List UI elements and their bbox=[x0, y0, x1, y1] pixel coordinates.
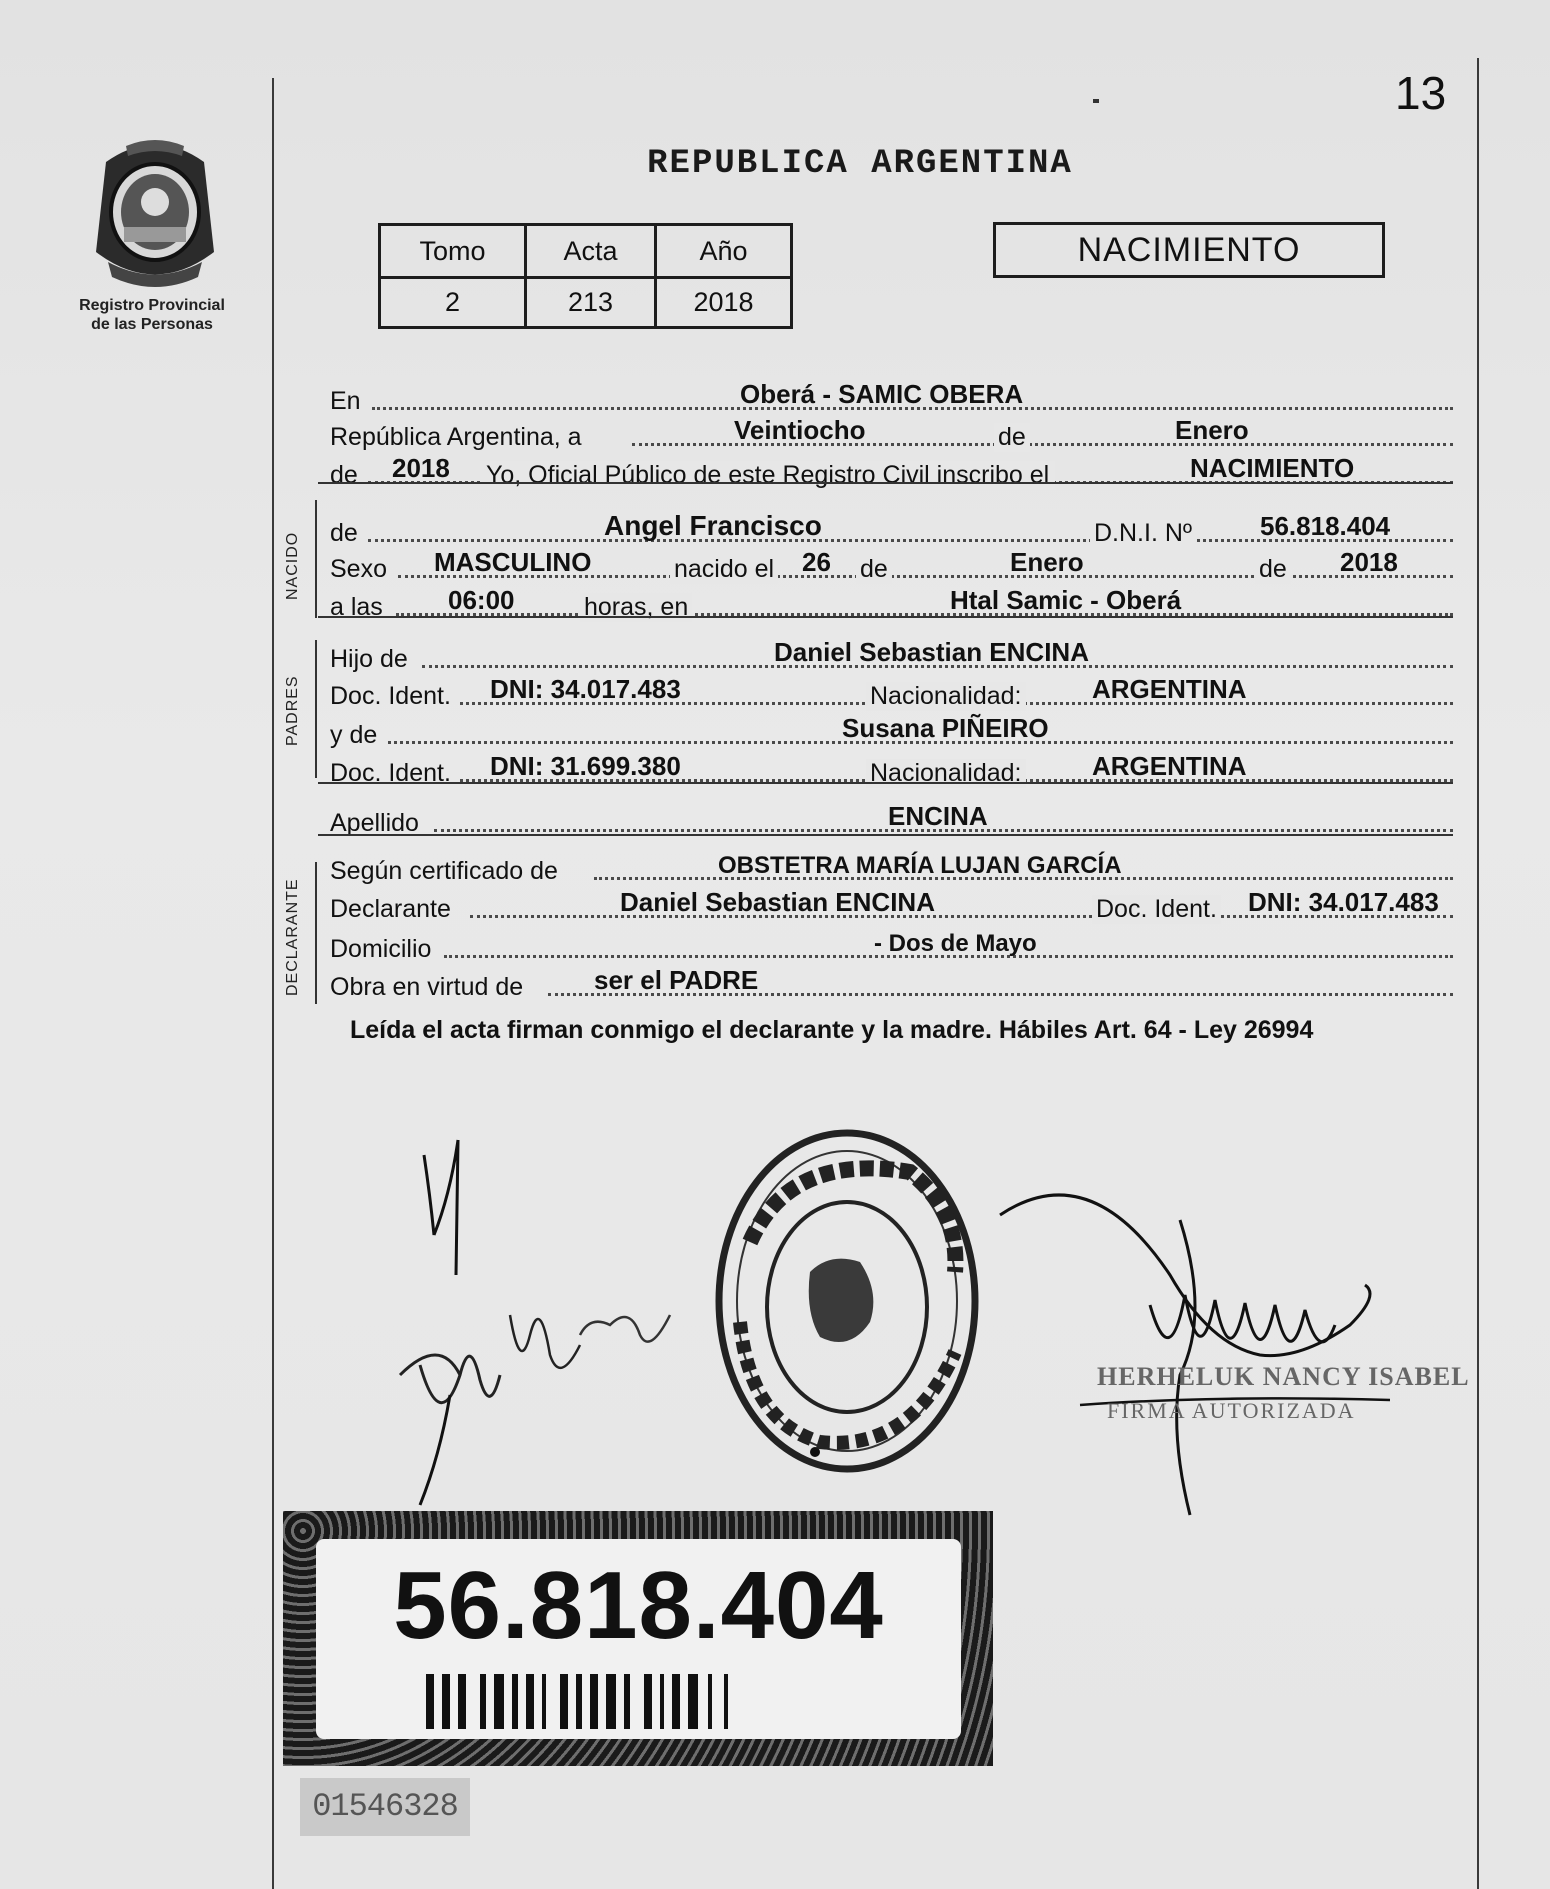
label-de-birth-year: de bbox=[1255, 555, 1291, 584]
row-place bbox=[330, 378, 1453, 418]
registry-caption bbox=[62, 296, 242, 334]
value-anio: 2018 bbox=[656, 278, 792, 328]
barcode-bar bbox=[672, 1674, 680, 1729]
label-sexo: Sexo bbox=[330, 555, 387, 583]
row-sex bbox=[330, 546, 1453, 586]
barcode-bar bbox=[480, 1674, 486, 1729]
label-nacido-el: nacido el bbox=[670, 555, 778, 584]
value-birth-place: Htal Samic - Oberá bbox=[950, 585, 1182, 615]
separator-line bbox=[318, 616, 1453, 618]
value-capacity: ser el PADRE bbox=[594, 965, 759, 995]
header-anio: Año bbox=[656, 225, 792, 278]
separator-line bbox=[318, 782, 1453, 784]
value-father-nat: ARGENTINA bbox=[1092, 674, 1247, 704]
value-mother-doc: DNI: 31.699.380 bbox=[490, 751, 681, 781]
label-y-de: y de bbox=[330, 721, 378, 749]
barcode-bar bbox=[494, 1674, 504, 1729]
dni-sticker bbox=[283, 1511, 993, 1766]
value-acta: 213 bbox=[526, 278, 656, 328]
row-declarant bbox=[330, 886, 1453, 926]
section-label-padres: PADRES bbox=[284, 675, 301, 746]
label-nacionalidad-1: Nacionalidad: bbox=[866, 682, 1026, 711]
value-address: - Dos de Mayo bbox=[874, 930, 1037, 957]
value-tomo: 2 bbox=[380, 278, 526, 328]
barcode-bar bbox=[576, 1674, 582, 1729]
row-time-place bbox=[330, 584, 1453, 624]
label-en: En bbox=[330, 387, 361, 415]
row-mother-doc bbox=[330, 750, 1453, 790]
value-birth-day: 26 bbox=[802, 547, 831, 577]
label-dni: D.N.I. Nº bbox=[1090, 519, 1196, 548]
barcode-bar bbox=[660, 1674, 664, 1729]
barcode-bar bbox=[458, 1674, 466, 1729]
value-day-text: Veintiocho bbox=[734, 415, 866, 445]
barcode-bar bbox=[606, 1674, 616, 1729]
label-apellido: Apellido bbox=[330, 809, 419, 837]
value-father-doc: DNI: 34.017.483 bbox=[490, 674, 681, 704]
barcode-bar bbox=[708, 1674, 712, 1729]
ink-mark bbox=[1093, 99, 1099, 103]
serial-number: 01546328 bbox=[300, 1778, 470, 1836]
label-domicilio: Domicilio bbox=[330, 935, 432, 963]
value-birth-month: Enero bbox=[1010, 547, 1084, 577]
value-birth-year: 2018 bbox=[1340, 547, 1398, 577]
row-address bbox=[330, 926, 1453, 966]
label-doc-ident-declarant: Doc. Ident. bbox=[1092, 895, 1221, 924]
row-date bbox=[330, 414, 1453, 454]
barcode-bar bbox=[560, 1674, 568, 1729]
row-certificate bbox=[330, 848, 1453, 888]
barcode-bar bbox=[512, 1674, 518, 1729]
header-acta: Acta bbox=[526, 225, 656, 278]
left-margin-line bbox=[272, 78, 274, 1889]
header-tomo: Tomo bbox=[380, 225, 526, 278]
registry-caption-line2: de las Personas bbox=[91, 316, 213, 333]
value-mother: Susana PIÑEIRO bbox=[842, 713, 1049, 743]
row-father bbox=[330, 636, 1453, 676]
authorized-name: HERHELUK NANCY ISABEL bbox=[1097, 1362, 1470, 1391]
value-certificate: OBSTETRA MARÍA LUJAN GARCÍA bbox=[718, 852, 1122, 879]
provincial-seal-logo bbox=[86, 132, 224, 292]
value-time: 06:00 bbox=[448, 585, 515, 615]
record-table bbox=[378, 223, 793, 329]
label-oficial: Yo, Oficial Público de este Registro Civil inscribo el bbox=[480, 461, 1055, 490]
right-margin-line bbox=[1477, 58, 1479, 1889]
barcode-bar bbox=[526, 1674, 534, 1729]
row-capacity bbox=[330, 964, 1453, 1004]
value-surname: ENCINA bbox=[888, 801, 988, 831]
label-declarante: Declarante bbox=[330, 895, 451, 923]
value-sex: MASCULINO bbox=[434, 547, 592, 577]
label-de-month: de bbox=[994, 423, 1030, 452]
value-month: Enero bbox=[1175, 415, 1249, 445]
label-obra: Obra en virtud de bbox=[330, 973, 524, 1001]
country-title: REPUBLICA ARGENTINA bbox=[647, 145, 1073, 183]
section-bar-nacido bbox=[315, 500, 317, 618]
separator-line bbox=[318, 482, 1453, 484]
closing-statement: Leída el acta firman conmigo el declarante y la madre. Hábiles Art. 64 - Ley 26994 bbox=[350, 1016, 1314, 1044]
separator-line bbox=[318, 834, 1453, 836]
section-label-declarante: DECLARANTE bbox=[284, 878, 301, 996]
barcode-bar bbox=[590, 1674, 598, 1729]
barcode-bar bbox=[542, 1674, 546, 1729]
barcode bbox=[426, 1674, 846, 1729]
page-number: 13 bbox=[1395, 67, 1447, 119]
label-de-birth-month: de bbox=[856, 555, 892, 584]
label-horas-en: horas, en bbox=[580, 593, 692, 622]
label-republica: República Argentina, a bbox=[330, 423, 582, 451]
barcode-bar bbox=[426, 1674, 434, 1729]
barcode-bar bbox=[644, 1674, 652, 1729]
barcode-bar bbox=[442, 1674, 450, 1729]
section-bar-declarante bbox=[315, 862, 317, 1004]
label-de-name: de bbox=[330, 519, 358, 547]
authorized-signature bbox=[970, 1175, 1390, 1535]
value-place: Oberá - SAMIC OBERA bbox=[740, 379, 1024, 409]
declarant-signature bbox=[380, 1135, 680, 1515]
registry-stamp bbox=[710, 1122, 985, 1480]
label-segun: Según certificado de bbox=[330, 857, 558, 885]
row-name bbox=[330, 510, 1453, 550]
value-declarant: Daniel Sebastian ENCINA bbox=[620, 887, 935, 917]
label-doc-ident-1: Doc. Ident. bbox=[330, 682, 451, 710]
label-nacionalidad-2: Nacionalidad: bbox=[866, 759, 1026, 788]
label-de-year: de bbox=[330, 461, 358, 489]
sticker-dni-number: 56.818.404 bbox=[393, 1552, 884, 1659]
barcode-bar bbox=[624, 1674, 630, 1729]
sticker-label bbox=[316, 1539, 961, 1739]
value-year: 2018 bbox=[392, 453, 450, 483]
section-bar-padres bbox=[315, 640, 317, 778]
row-year bbox=[330, 452, 1453, 492]
record-type-box: NACIMIENTO bbox=[993, 222, 1385, 278]
authorized-title: FIRMA AUTORIZADA bbox=[1107, 1398, 1356, 1423]
value-mother-nat: ARGENTINA bbox=[1092, 751, 1247, 781]
row-mother bbox=[330, 712, 1453, 752]
section-label-nacido: NACIDO bbox=[284, 531, 301, 600]
value-act-type: NACIMIENTO bbox=[1190, 453, 1355, 483]
barcode-bar bbox=[688, 1674, 698, 1729]
registry-caption-line1: Registro Provincial bbox=[79, 297, 225, 314]
row-father-doc bbox=[330, 673, 1453, 713]
value-dni: 56.818.404 bbox=[1260, 511, 1391, 541]
value-father: Daniel Sebastian ENCINA bbox=[774, 637, 1089, 667]
value-declarant-doc: DNI: 34.017.483 bbox=[1248, 887, 1439, 917]
value-name: Angel Francisco bbox=[604, 510, 822, 541]
barcode-bar bbox=[724, 1674, 728, 1729]
label-hijo-de: Hijo de bbox=[330, 645, 408, 673]
label-a-las: a las bbox=[330, 593, 383, 621]
label-doc-ident-2: Doc. Ident. bbox=[330, 759, 451, 787]
